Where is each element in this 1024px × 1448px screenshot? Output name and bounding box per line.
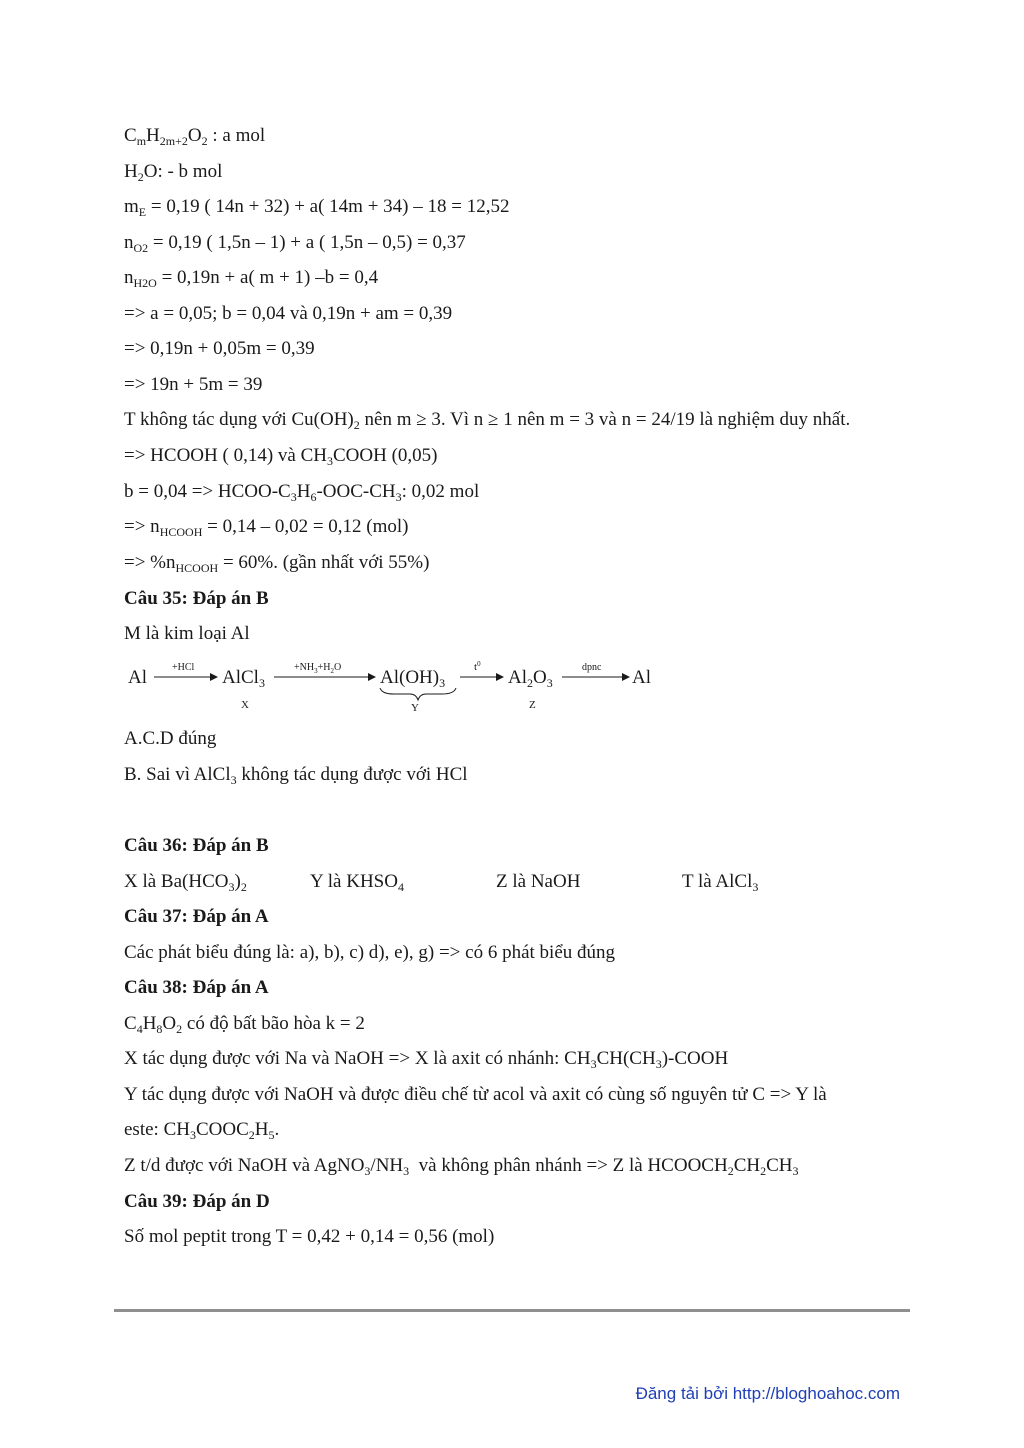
text: => %n — [124, 552, 176, 573]
subscript: 8 — [156, 1022, 163, 1036]
text: AlCl — [222, 667, 259, 688]
subscript: 3 — [189, 1128, 196, 1142]
text: ) — [234, 871, 241, 892]
subscript: 3 — [326, 454, 333, 468]
subscript: 3 — [439, 676, 446, 690]
substances-row — [124, 870, 824, 894]
subscript: O2 — [133, 241, 149, 255]
text: O — [162, 1013, 177, 1034]
subscript: 4 — [136, 1022, 143, 1036]
text: => n — [124, 516, 160, 537]
label-y: Y — [411, 702, 419, 714]
result-line-1: => a = 0,05; b = 0,04 và 0,19n + am = 0,39 — [124, 303, 453, 324]
moles-line — [124, 515, 409, 539]
subscript: 3 — [230, 773, 237, 787]
question-39-heading: Câu 39: Đáp án D — [124, 1191, 270, 1212]
text: +H — [317, 662, 331, 673]
compound-y-line: Y tác dụng được với NaOH và được điều chế từ acol và axit có cùng số nguyên tử C => Y là — [124, 1084, 827, 1105]
subscript: 2 — [201, 134, 208, 148]
text: CH — [733, 1155, 761, 1176]
text: không tác dụng được với HCl — [236, 764, 468, 785]
subscript: 3 — [590, 1057, 597, 1071]
subscript: 2 — [727, 1164, 734, 1178]
subscript: 2 — [330, 667, 334, 675]
subscript: HCOOH — [159, 525, 203, 539]
species-alcl3 — [222, 667, 265, 690]
formula-line-2 — [124, 160, 222, 184]
species-aloh3 — [380, 667, 445, 690]
text: COOH (0,05) — [332, 445, 438, 466]
answer-b-line — [124, 763, 468, 787]
text: = 0,19 ( 14n + 32) + a( 14m + 34) – 18 = 12,52 — [146, 196, 510, 217]
text: H — [124, 161, 138, 182]
subscript: 5 — [268, 1128, 275, 1142]
text: = 0,19 ( 1,5n – 1) + a ( 1,5n – 0,5) = 0,37 — [148, 232, 466, 253]
subscript: 2 — [240, 880, 247, 894]
reasoning-line — [124, 408, 850, 432]
subscript: 3 — [314, 667, 318, 675]
text: )-COOH — [661, 1048, 729, 1069]
subscript: 2 — [353, 418, 360, 432]
compound-z-line — [124, 1154, 799, 1178]
text: CH — [766, 1155, 793, 1176]
text: este: CH — [124, 1119, 190, 1140]
text: +NH — [294, 662, 315, 673]
text: C — [124, 1013, 137, 1034]
equation-mass — [124, 195, 509, 219]
text: nên m ≥ 3. Vì n ≥ 1 nên m = 3 và n = 24/19 là nghiệm duy nhất. — [359, 409, 851, 430]
text: H — [254, 1119, 269, 1140]
text: n — [124, 232, 134, 253]
subscript: 3 — [395, 490, 402, 504]
text: Al — [508, 667, 527, 688]
arrowhead-1 — [210, 673, 218, 681]
footer-divider — [114, 1309, 910, 1312]
question-38-heading: Câu 38: Đáp án A — [124, 977, 269, 998]
footer-link[interactable]: Đăng tải bởi http://bloghoahoc.com — [635, 1384, 900, 1403]
subscript: H2O — [133, 276, 157, 290]
text: m — [124, 196, 139, 217]
subscript: 2 — [176, 1022, 183, 1036]
text: Al(OH) — [380, 667, 440, 688]
ester-line — [124, 480, 479, 504]
reagent-heat — [474, 660, 481, 673]
subscript: E — [138, 205, 147, 219]
text: COOC — [195, 1119, 249, 1140]
subscript: 4 — [397, 880, 404, 894]
text: O — [533, 667, 547, 688]
question-37-heading: Câu 37: Đáp án A — [124, 906, 269, 927]
subscript: 3 — [258, 676, 265, 690]
result-line-2: => 0,19n + 0,05m = 0,39 — [124, 338, 315, 359]
reagent-hcl: +HCl — [172, 662, 195, 673]
subscript: 3 — [228, 880, 235, 894]
text: n — [124, 267, 134, 288]
text: X tác dụng được với Na và NaOH => X là axit có nhánh: CH — [124, 1048, 591, 1069]
label-x: X — [241, 699, 249, 711]
unsaturation-line — [124, 1012, 365, 1036]
text: C — [124, 125, 137, 146]
substance-y — [310, 870, 404, 894]
text: . — [274, 1119, 280, 1140]
subscript: 3 — [792, 1164, 799, 1178]
text: : 0,02 mol — [401, 481, 480, 502]
text: /NH — [370, 1155, 404, 1176]
text: => HCOOH ( 0,14) và CH — [124, 445, 327, 466]
arrowhead-4 — [622, 673, 630, 681]
text: H — [146, 125, 160, 146]
superscript: 0 — [477, 660, 481, 668]
subscript: m — [136, 134, 147, 148]
acids-line — [124, 444, 437, 468]
text: O: - b mol — [143, 161, 223, 182]
text: và không phân nhánh => Z là HCOOCH — [409, 1155, 728, 1176]
substance-z: Z là NaOH — [496, 871, 581, 892]
statements-line: Các phát biểu đúng là: a), b), c) d), e), g) => có 6 phát biểu đúng — [124, 942, 616, 963]
species-al: Al — [128, 667, 147, 688]
reagent-electrolysis: dpnc — [582, 662, 602, 673]
subscript: 3 — [546, 676, 553, 690]
text: O — [333, 662, 342, 673]
species-al-product: Al — [632, 667, 651, 688]
subscript: 3 — [655, 1057, 662, 1071]
substance-x — [124, 870, 247, 894]
text: : a mol — [207, 125, 266, 146]
subscript: 3 — [403, 1164, 410, 1178]
subscript: 6 — [310, 490, 317, 504]
subscript: 3 — [364, 1164, 371, 1178]
subscript: HCOOH — [175, 561, 219, 575]
percent-line — [124, 551, 429, 575]
formula-line-1 — [124, 124, 265, 148]
text: O — [187, 125, 202, 146]
substance-t — [682, 870, 758, 894]
compound-y-ester-line — [124, 1118, 279, 1142]
question-36-heading: Câu 36: Đáp án B — [124, 835, 269, 856]
text: = 0,19n + a( m + 1) –b = 0,4 — [156, 267, 379, 288]
text: t — [474, 661, 478, 673]
subscript: 2 — [137, 170, 144, 184]
text: b = 0,04 => HCOO-C — [124, 481, 291, 502]
text: Y là KHSO — [310, 871, 398, 892]
equation-oxygen — [124, 231, 466, 255]
text: CH(CH — [596, 1048, 656, 1069]
text: có độ bất bão hòa k = 2 — [182, 1013, 365, 1034]
text: H — [296, 481, 311, 502]
subscript: 3 — [290, 490, 297, 504]
text: H — [142, 1013, 157, 1034]
reagent-nh3-h2o — [294, 662, 341, 675]
arrowhead-2 — [368, 673, 376, 681]
subscript: 2 — [760, 1164, 767, 1178]
answer-acd-line: A.C.D đúng — [124, 728, 217, 749]
subscript: 2 — [527, 676, 533, 690]
result-line-3: => 19n + 5m = 39 — [124, 374, 263, 395]
text: T không tác dụng với Cu(OH) — [124, 409, 354, 430]
equation-water — [124, 266, 378, 290]
compound-x-line — [124, 1047, 728, 1071]
question-35-heading: Câu 35: Đáp án B — [124, 588, 269, 609]
reaction-scheme — [124, 656, 664, 720]
text: -OOC-CH — [316, 481, 396, 502]
label-z: Z — [529, 699, 536, 711]
text: X là Ba(HCO — [124, 871, 229, 892]
subscript: 3 — [752, 880, 759, 894]
text: T là AlCl — [682, 871, 753, 892]
subscript: 2 — [248, 1128, 255, 1142]
peptide-line: Số mol peptit trong T = 0,42 + 0,14 = 0,56 (mol) — [124, 1226, 495, 1247]
subscript: 2m+2 — [159, 134, 188, 148]
text: = 0,14 – 0,02 = 0,12 (mol) — [202, 516, 409, 537]
text: Z t/d được với NaOH và AgNO — [124, 1155, 365, 1176]
text: = 60%. (gần nhất với 55%) — [218, 552, 430, 573]
arrowhead-3 — [496, 673, 504, 681]
text: B. Sai vì AlCl — [124, 764, 231, 785]
metal-line: M là kim loại Al — [124, 623, 250, 644]
species-al2o3 — [508, 667, 553, 690]
